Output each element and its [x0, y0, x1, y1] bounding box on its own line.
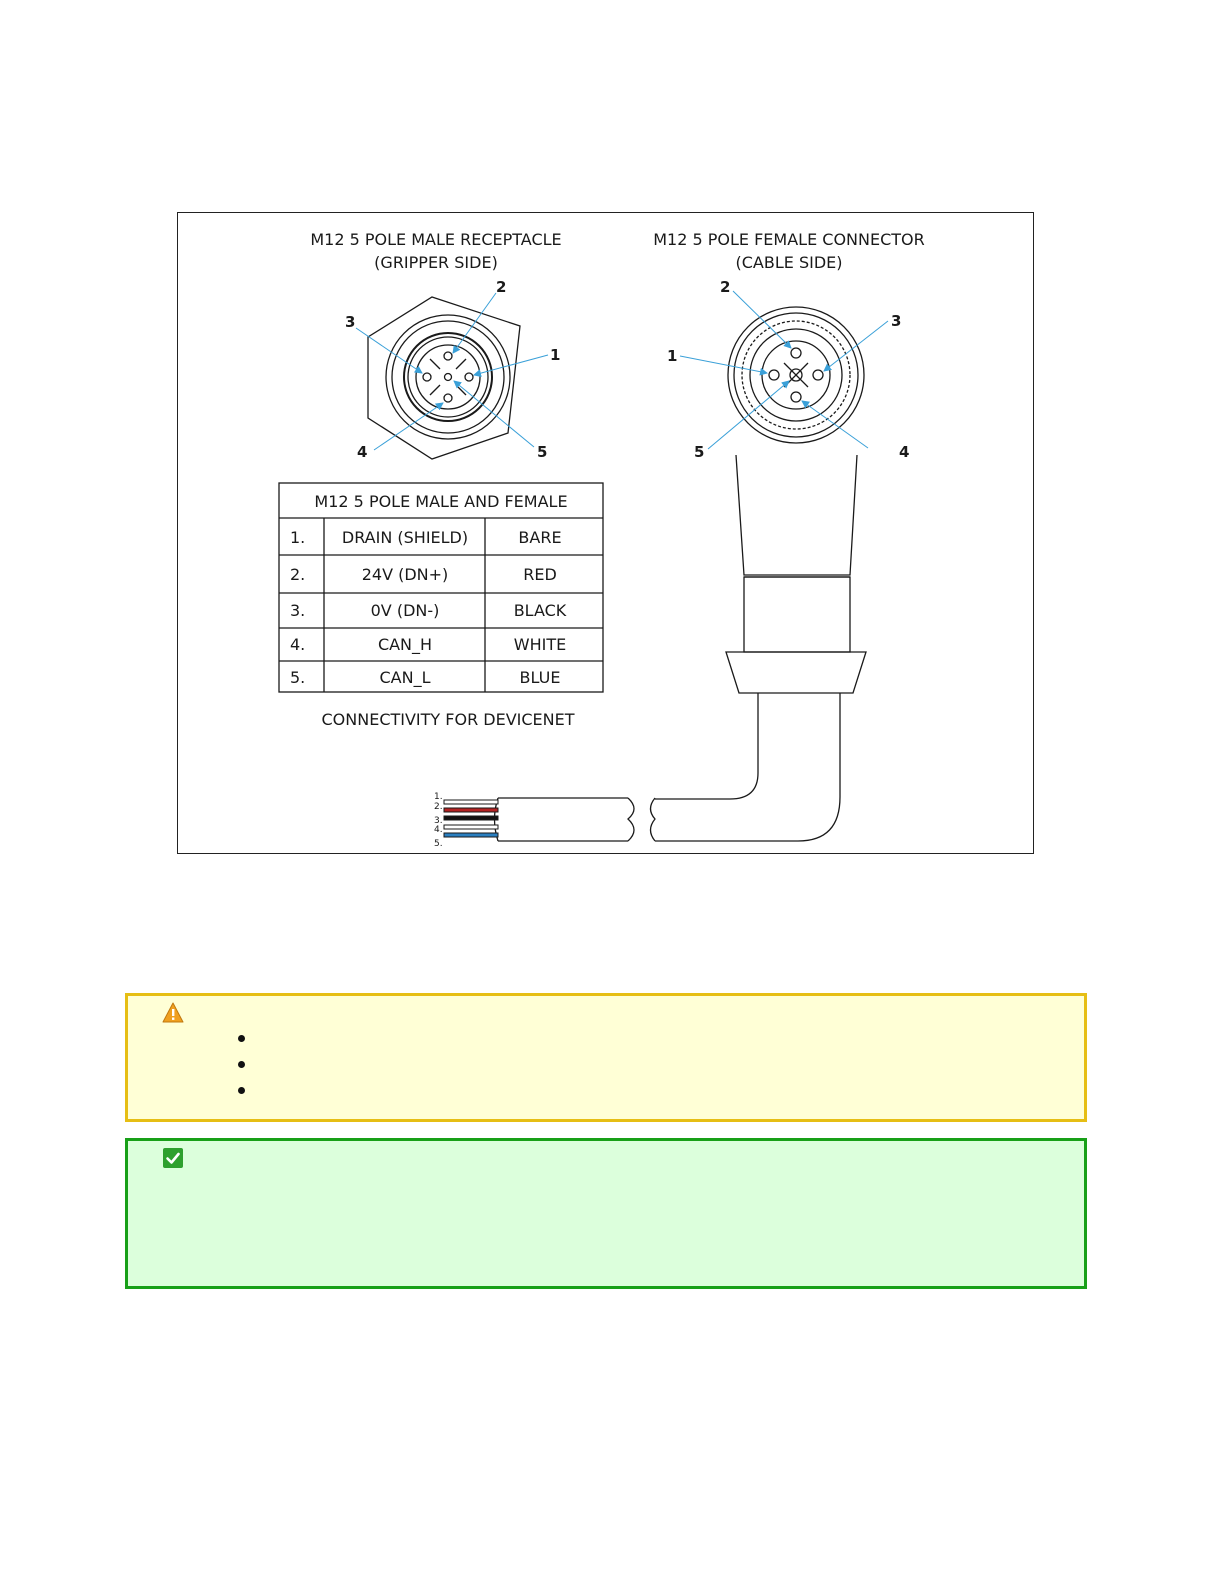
male-pin-3-label: 3	[345, 313, 356, 331]
table-cell-signal: 24V (DN+)	[361, 565, 449, 584]
wire-1	[444, 800, 498, 804]
note-box	[125, 1138, 1087, 1289]
warning-box	[125, 993, 1087, 1122]
female-pin-4-label: 4	[899, 443, 910, 461]
female-pin-2-label: 2	[720, 278, 731, 296]
pinout-table	[279, 483, 603, 692]
male-pin-2-label: 2	[496, 278, 507, 296]
bullet-icon	[238, 1087, 245, 1094]
wires	[444, 800, 498, 837]
table-cell-color: WHITE	[513, 635, 567, 654]
table-cell-color: RED	[523, 565, 557, 584]
male-pin-arrows	[356, 293, 548, 450]
female-connector	[655, 307, 866, 841]
wire-3	[444, 816, 498, 820]
connector-diagram	[177, 212, 1034, 854]
diagram-caption: CONNECTIVITY FOR DEVICENET	[321, 710, 575, 729]
warning-icon	[162, 1002, 184, 1024]
male-title: M12 5 POLE MALE RECEPTACLE	[310, 230, 562, 249]
bullet-icon	[238, 1035, 245, 1042]
table-cell-signal: DRAIN (SHIELD)	[341, 528, 469, 547]
female-title: M12 5 POLE FEMALE CONNECTOR	[653, 230, 925, 249]
table-cell-signal: CAN_L	[379, 668, 431, 687]
male-receptacle	[368, 297, 520, 459]
table-cell-num: 3.	[290, 601, 306, 620]
table-cell-signal: CAN_H	[377, 635, 433, 654]
female-pin-1-label: 1	[667, 347, 678, 365]
table-cell-num: 1.	[290, 528, 306, 547]
male-pin-4-label: 4	[357, 443, 368, 461]
check-icon	[162, 1147, 184, 1169]
female-pin-3-label: 3	[891, 312, 902, 330]
wire-2	[444, 808, 498, 812]
table-cell-color: BLACK	[513, 601, 567, 620]
wire-number-1: 1.	[434, 792, 443, 802]
table-cell-signal: 0V (DN-)	[370, 601, 440, 620]
male-pin-5-label: 5	[537, 443, 548, 461]
male-subtitle: (GRIPPER SIDE)	[374, 253, 498, 272]
diagram-canvas	[178, 213, 1035, 855]
table-cell-num: 4.	[290, 635, 306, 654]
wire-number-2: 2.	[434, 802, 443, 812]
bullet-icon	[238, 1061, 245, 1068]
table-cell-num: 2.	[290, 565, 306, 584]
wire-number-4: 4.	[434, 825, 443, 835]
wire-number-5: 5.	[434, 839, 443, 849]
female-subtitle: (CABLE SIDE)	[735, 253, 843, 272]
wire-4	[444, 825, 498, 829]
table-title: M12 5 POLE MALE AND FEMALE	[314, 492, 568, 511]
table-cell-color: BARE	[518, 528, 562, 547]
wire-number-3: 3.	[434, 816, 443, 826]
wire-5	[444, 833, 498, 837]
male-pin-1-label: 1	[550, 346, 561, 364]
table-cell-color: BLUE	[519, 668, 561, 687]
cable	[495, 798, 656, 841]
table-cell-num: 5.	[290, 668, 306, 687]
female-pin-5-label: 5	[694, 443, 705, 461]
